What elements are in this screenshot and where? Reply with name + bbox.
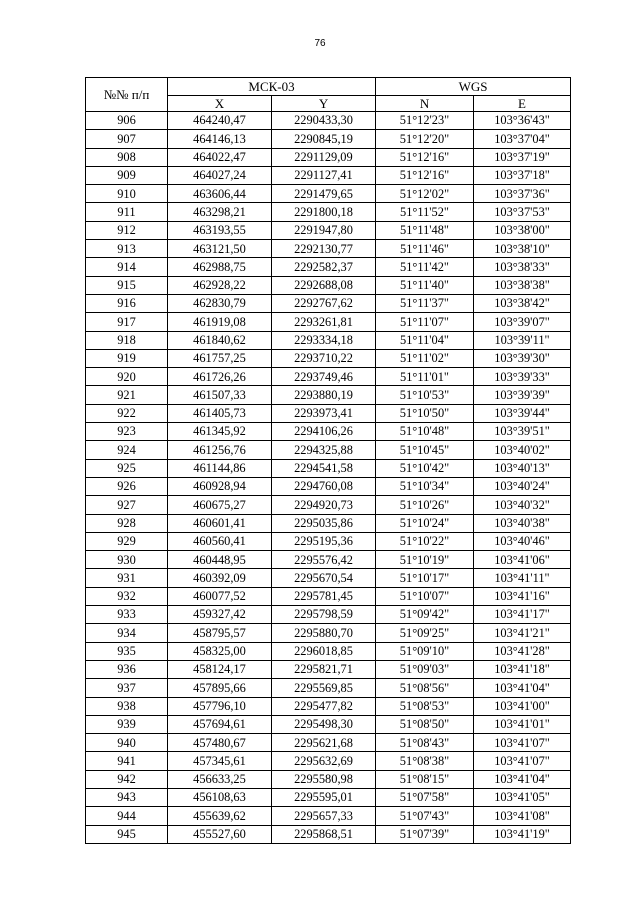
- table-row: [86, 112, 571, 130]
- cell-point-number: 911: [86, 203, 168, 221]
- cell-n: 51°11'37": [376, 294, 474, 312]
- header-group-msk: МСК-03: [168, 78, 376, 96]
- cell-n: 51°10'07": [376, 587, 474, 605]
- cell-x: 461507,33: [168, 386, 272, 404]
- cell-x: 458325,00: [168, 642, 272, 660]
- cell-y: 2292130,77: [272, 240, 376, 258]
- cell-n: 51°11'07": [376, 313, 474, 331]
- cell-y: 2293710,22: [272, 349, 376, 367]
- table-row: [86, 276, 571, 294]
- cell-e: 103°41'21": [474, 624, 571, 642]
- cell-y: 2295798,59: [272, 606, 376, 624]
- cell-e: 103°39'39": [474, 386, 571, 404]
- cell-e: 103°40'32": [474, 496, 571, 514]
- cell-y: 2293880,19: [272, 386, 376, 404]
- cell-e: 103°38'10": [474, 240, 571, 258]
- cell-e: 103°38'42": [474, 294, 571, 312]
- table-row: [86, 532, 571, 550]
- table-row: [86, 734, 571, 752]
- cell-x: 456108,63: [168, 788, 272, 806]
- cell-n: 51°11'01": [376, 368, 474, 386]
- table-row: [86, 788, 571, 806]
- cell-point-number: 945: [86, 825, 168, 843]
- table-row: [86, 203, 571, 221]
- cell-y: 2295821,71: [272, 660, 376, 678]
- cell-point-number: 918: [86, 331, 168, 349]
- table-row: [86, 807, 571, 825]
- cell-y: 2291129,09: [272, 148, 376, 166]
- cell-point-number: 941: [86, 752, 168, 770]
- cell-e: 103°41'11": [474, 569, 571, 587]
- header-col-n: N: [376, 96, 474, 112]
- cell-point-number: 939: [86, 715, 168, 733]
- cell-x: 460675,27: [168, 496, 272, 514]
- cell-x: 457796,10: [168, 697, 272, 715]
- table-row: [86, 660, 571, 678]
- table-row: [86, 697, 571, 715]
- cell-y: 2291479,65: [272, 185, 376, 203]
- cell-y: 2291127,41: [272, 166, 376, 184]
- cell-y: 2294325,88: [272, 441, 376, 459]
- cell-point-number: 938: [86, 697, 168, 715]
- cell-y: 2295621,68: [272, 734, 376, 752]
- table-row: [86, 221, 571, 239]
- cell-n: 51°09'03": [376, 660, 474, 678]
- cell-y: 2293334,18: [272, 331, 376, 349]
- cell-e: 103°41'04": [474, 679, 571, 697]
- cell-n: 51°08'56": [376, 679, 474, 697]
- cell-point-number: 910: [86, 185, 168, 203]
- cell-x: 458124,17: [168, 660, 272, 678]
- table-row: [86, 715, 571, 733]
- cell-point-number: 931: [86, 569, 168, 587]
- cell-x: 460448,95: [168, 551, 272, 569]
- cell-x: 457694,61: [168, 715, 272, 733]
- cell-point-number: 937: [86, 679, 168, 697]
- cell-e: 103°41'17": [474, 606, 571, 624]
- table-row: [86, 770, 571, 788]
- cell-e: 103°41'28": [474, 642, 571, 660]
- cell-y: 2293261,81: [272, 313, 376, 331]
- cell-e: 103°39'07": [474, 313, 571, 331]
- cell-n: 51°09'42": [376, 606, 474, 624]
- cell-point-number: 924: [86, 441, 168, 459]
- cell-point-number: 925: [86, 459, 168, 477]
- cell-x: 460392,09: [168, 569, 272, 587]
- cell-x: 464027,24: [168, 166, 272, 184]
- cell-point-number: 943: [86, 788, 168, 806]
- cell-x: 459327,42: [168, 606, 272, 624]
- cell-point-number: 930: [86, 551, 168, 569]
- cell-n: 51°10'45": [376, 441, 474, 459]
- cell-y: 2295477,82: [272, 697, 376, 715]
- cell-point-number: 919: [86, 349, 168, 367]
- cell-e: 103°38'33": [474, 258, 571, 276]
- cell-x: 460560,41: [168, 532, 272, 550]
- cell-e: 103°37'36": [474, 185, 571, 203]
- table-row: [86, 459, 571, 477]
- table-row: [86, 496, 571, 514]
- cell-x: 462830,79: [168, 294, 272, 312]
- table-row: [86, 642, 571, 660]
- cell-n: 51°10'19": [376, 551, 474, 569]
- cell-y: 2295498,30: [272, 715, 376, 733]
- cell-point-number: 927: [86, 496, 168, 514]
- cell-x: 463298,21: [168, 203, 272, 221]
- cell-n: 51°08'43": [376, 734, 474, 752]
- cell-x: 461144,86: [168, 459, 272, 477]
- cell-x: 460601,41: [168, 514, 272, 532]
- cell-point-number: 933: [86, 606, 168, 624]
- cell-e: 103°37'53": [474, 203, 571, 221]
- cell-y: 2292767,62: [272, 294, 376, 312]
- cell-y: 2295880,70: [272, 624, 376, 642]
- cell-n: 51°11'04": [376, 331, 474, 349]
- cell-e: 103°41'18": [474, 660, 571, 678]
- header-col-y: Y: [272, 96, 376, 112]
- cell-e: 103°40'02": [474, 441, 571, 459]
- cell-e: 103°39'11": [474, 331, 571, 349]
- header-point-number: №№ п/п: [86, 78, 168, 112]
- cell-point-number: 942: [86, 770, 168, 788]
- table-row: [86, 825, 571, 843]
- table-row: [86, 130, 571, 148]
- table-body: [86, 112, 571, 844]
- cell-e: 103°38'00": [474, 221, 571, 239]
- cell-y: 2295569,85: [272, 679, 376, 697]
- cell-x: 461256,76: [168, 441, 272, 459]
- cell-y: 2294920,73: [272, 496, 376, 514]
- cell-x: 464240,47: [168, 112, 272, 130]
- cell-point-number: 934: [86, 624, 168, 642]
- cell-e: 103°37'04": [474, 130, 571, 148]
- cell-e: 103°41'16": [474, 587, 571, 605]
- table-row: [86, 240, 571, 258]
- table-row: [86, 569, 571, 587]
- cell-x: 460077,52: [168, 587, 272, 605]
- cell-point-number: 914: [86, 258, 168, 276]
- cell-n: 51°12'02": [376, 185, 474, 203]
- cell-e: 103°41'07": [474, 752, 571, 770]
- cell-n: 51°10'48": [376, 423, 474, 441]
- table-row: [86, 441, 571, 459]
- cell-y: 2293749,46: [272, 368, 376, 386]
- cell-x: 463193,55: [168, 221, 272, 239]
- cell-e: 103°39'33": [474, 368, 571, 386]
- table-row: [86, 404, 571, 422]
- table-row: [86, 679, 571, 697]
- cell-e: 103°37'18": [474, 166, 571, 184]
- cell-x: 455527,60: [168, 825, 272, 843]
- cell-y: 2295580,98: [272, 770, 376, 788]
- cell-e: 103°41'08": [474, 807, 571, 825]
- cell-n: 51°10'34": [376, 477, 474, 495]
- cell-n: 51°09'10": [376, 642, 474, 660]
- cell-e: 103°40'46": [474, 532, 571, 550]
- table-row: [86, 166, 571, 184]
- header-col-x: X: [168, 96, 272, 112]
- cell-x: 461345,92: [168, 423, 272, 441]
- table-row: [86, 313, 571, 331]
- cell-y: 2296018,85: [272, 642, 376, 660]
- cell-x: 463606,44: [168, 185, 272, 203]
- cell-n: 51°12'20": [376, 130, 474, 148]
- cell-x: 456633,25: [168, 770, 272, 788]
- cell-y: 2291800,18: [272, 203, 376, 221]
- cell-e: 103°40'38": [474, 514, 571, 532]
- cell-n: 51°11'42": [376, 258, 474, 276]
- cell-point-number: 907: [86, 130, 168, 148]
- table-row: [86, 551, 571, 569]
- cell-e: 103°40'13": [474, 459, 571, 477]
- cell-y: 2295035,86: [272, 514, 376, 532]
- cell-n: 51°11'46": [376, 240, 474, 258]
- table-row: [86, 148, 571, 166]
- cell-n: 51°08'15": [376, 770, 474, 788]
- cell-n: 51°12'16": [376, 166, 474, 184]
- cell-n: 51°10'22": [376, 532, 474, 550]
- cell-y: 2293973,41: [272, 404, 376, 422]
- table-row: [86, 423, 571, 441]
- table-row: [86, 514, 571, 532]
- cell-y: 2294541,58: [272, 459, 376, 477]
- cell-x: 461840,62: [168, 331, 272, 349]
- cell-n: 51°08'50": [376, 715, 474, 733]
- cell-e: 103°38'38": [474, 276, 571, 294]
- cell-x: 461919,08: [168, 313, 272, 331]
- cell-n: 51°11'40": [376, 276, 474, 294]
- cell-y: 2295595,01: [272, 788, 376, 806]
- cell-x: 457345,61: [168, 752, 272, 770]
- cell-y: 2295657,33: [272, 807, 376, 825]
- cell-y: 2292582,37: [272, 258, 376, 276]
- cell-n: 51°11'52": [376, 203, 474, 221]
- cell-point-number: 915: [86, 276, 168, 294]
- cell-n: 51°10'24": [376, 514, 474, 532]
- cell-e: 103°36'43": [474, 112, 571, 130]
- cell-x: 457895,66: [168, 679, 272, 697]
- cell-x: 461405,73: [168, 404, 272, 422]
- table-row: [86, 331, 571, 349]
- cell-n: 51°11'02": [376, 349, 474, 367]
- cell-x: 461726,26: [168, 368, 272, 386]
- cell-point-number: 923: [86, 423, 168, 441]
- table-row: [86, 294, 571, 312]
- table-row: [86, 752, 571, 770]
- header-col-e: E: [474, 96, 571, 112]
- cell-y: 2295632,69: [272, 752, 376, 770]
- cell-n: 51°12'16": [376, 148, 474, 166]
- cell-y: 2294106,26: [272, 423, 376, 441]
- cell-point-number: 932: [86, 587, 168, 605]
- cell-e: 103°39'51": [474, 423, 571, 441]
- cell-point-number: 909: [86, 166, 168, 184]
- cell-n: 51°12'23": [376, 112, 474, 130]
- cell-y: 2292688,08: [272, 276, 376, 294]
- cell-n: 51°10'53": [376, 386, 474, 404]
- table-row: [86, 386, 571, 404]
- table-row: [86, 185, 571, 203]
- cell-e: 103°41'06": [474, 551, 571, 569]
- page-number: 76: [314, 38, 326, 49]
- cell-e: 103°41'01": [474, 715, 571, 733]
- cell-point-number: 940: [86, 734, 168, 752]
- cell-point-number: 928: [86, 514, 168, 532]
- cell-n: 51°07'58": [376, 788, 474, 806]
- cell-x: 461757,25: [168, 349, 272, 367]
- table-row: [86, 368, 571, 386]
- cell-e: 103°41'19": [474, 825, 571, 843]
- table-row: [86, 606, 571, 624]
- cell-x: 462988,75: [168, 258, 272, 276]
- cell-e: 103°39'44": [474, 404, 571, 422]
- cell-point-number: 936: [86, 660, 168, 678]
- cell-point-number: 929: [86, 532, 168, 550]
- cell-x: 458795,57: [168, 624, 272, 642]
- cell-y: 2295670,54: [272, 569, 376, 587]
- cell-point-number: 913: [86, 240, 168, 258]
- cell-e: 103°37'19": [474, 148, 571, 166]
- cell-point-number: 926: [86, 477, 168, 495]
- cell-y: 2295576,42: [272, 551, 376, 569]
- cell-y: 2290845,19: [272, 130, 376, 148]
- cell-x: 464146,13: [168, 130, 272, 148]
- cell-x: 455639,62: [168, 807, 272, 825]
- cell-x: 460928,94: [168, 477, 272, 495]
- cell-point-number: 944: [86, 807, 168, 825]
- cell-n: 51°08'53": [376, 697, 474, 715]
- cell-n: 51°10'42": [376, 459, 474, 477]
- cell-point-number: 935: [86, 642, 168, 660]
- table-row: [86, 624, 571, 642]
- cell-point-number: 906: [86, 112, 168, 130]
- cell-n: 51°10'17": [376, 569, 474, 587]
- cell-e: 103°39'30": [474, 349, 571, 367]
- cell-n: 51°07'39": [376, 825, 474, 843]
- table-row: [86, 477, 571, 495]
- cell-point-number: 917: [86, 313, 168, 331]
- table-row: [86, 349, 571, 367]
- cell-y: 2295868,51: [272, 825, 376, 843]
- cell-point-number: 912: [86, 221, 168, 239]
- cell-n: 51°09'25": [376, 624, 474, 642]
- cell-point-number: 920: [86, 368, 168, 386]
- cell-y: 2291947,80: [272, 221, 376, 239]
- table-header: [86, 78, 571, 112]
- cell-e: 103°41'05": [474, 788, 571, 806]
- cell-e: 103°41'00": [474, 697, 571, 715]
- coordinates-table: [85, 77, 571, 844]
- cell-n: 51°10'50": [376, 404, 474, 422]
- cell-x: 463121,50: [168, 240, 272, 258]
- cell-n: 51°07'43": [376, 807, 474, 825]
- cell-point-number: 922: [86, 404, 168, 422]
- cell-x: 464022,47: [168, 148, 272, 166]
- cell-n: 51°11'48": [376, 221, 474, 239]
- cell-y: 2294760,08: [272, 477, 376, 495]
- cell-e: 103°41'07": [474, 734, 571, 752]
- cell-point-number: 916: [86, 294, 168, 312]
- cell-point-number: 908: [86, 148, 168, 166]
- cell-y: 2295195,36: [272, 532, 376, 550]
- cell-x: 462928,22: [168, 276, 272, 294]
- cell-point-number: 921: [86, 386, 168, 404]
- header-group-wgs: WGS: [376, 78, 571, 96]
- table-row: [86, 258, 571, 276]
- cell-y: 2290433,30: [272, 112, 376, 130]
- table-row: [86, 587, 571, 605]
- cell-n: 51°08'38": [376, 752, 474, 770]
- cell-e: 103°40'24": [474, 477, 571, 495]
- cell-x: 457480,67: [168, 734, 272, 752]
- cell-n: 51°10'26": [376, 496, 474, 514]
- cell-e: 103°41'04": [474, 770, 571, 788]
- cell-y: 2295781,45: [272, 587, 376, 605]
